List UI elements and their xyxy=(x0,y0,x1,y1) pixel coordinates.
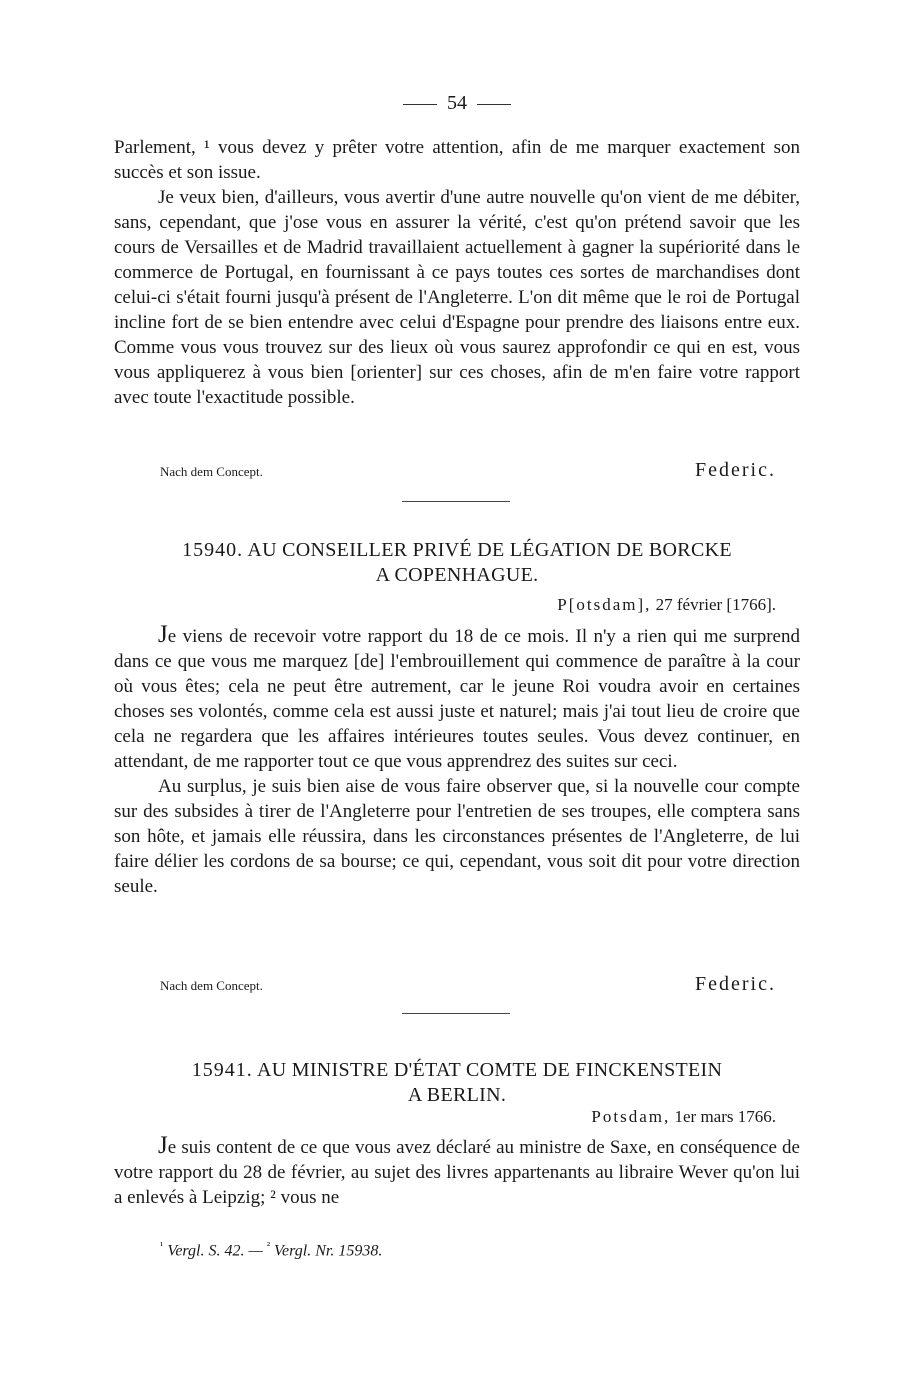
dateline-date: 1er mars 1766. xyxy=(674,1107,776,1126)
signature: Federic. xyxy=(695,973,776,995)
footnote-mark-2: ² xyxy=(266,1240,271,1252)
dateline-place: P[otsdam], xyxy=(557,595,652,614)
folio-dash-right xyxy=(477,104,511,105)
paragraph-body-2: Au surplus, je suis bien aise de vous faire observer que, si la nouvelle cour compte sur des subsides à tirer de l'Angleterre pour l'entretien de ses troupes, elle comptera sans son hôte, et jamais elle réussira, dans les circonstances présentes de l'Angleterre, de lui faire délier les cordons de sa bourse; ce qui, cependant, vous soit dit pour votre direction seule. xyxy=(114,776,800,897)
dateline-15940 xyxy=(557,595,776,615)
letter-body-15940 xyxy=(114,622,800,899)
initial-letter: J xyxy=(158,1132,168,1159)
dateline-15941 xyxy=(591,1107,776,1127)
heading-addressee: AU CONSEILLER PRIVÉ DE LÉGATION DE BORCKE xyxy=(247,539,732,561)
letter-number: 15940. xyxy=(182,539,244,561)
heading-place: A COPENHAGUE. xyxy=(375,564,539,586)
footnote-mark-1: ¹ xyxy=(160,1240,164,1252)
section-divider xyxy=(402,1013,510,1014)
heading-place: A BERLIN. xyxy=(407,1084,507,1106)
paragraph-continued: Parlement, ¹ vous devez y prêter votre attention, afin de me marquer exactement son succès et son issue. xyxy=(114,137,800,183)
letter-heading-15940 xyxy=(114,538,800,588)
paragraph-body-1 xyxy=(114,1133,800,1210)
signature: Federic. xyxy=(695,459,776,481)
folio-dash-left xyxy=(403,104,437,105)
source-note: Nach dem Concept. xyxy=(160,978,263,993)
source-note: Nach dem Concept. xyxy=(160,464,263,479)
letter-heading-15941 xyxy=(114,1058,800,1108)
letter-number: 15941. xyxy=(191,1059,253,1081)
paragraph-text: e suis content de ce que vous avez déclaré au ministre de Saxe, en conséquence de votre rapport du 28 de février, au sujet des livres appartenants au libraire Wever qu'on lui a enlevés à Leipzig; ² vous ne xyxy=(114,1137,800,1208)
footnote-1: Vergl. S. 42. — xyxy=(167,1242,263,1260)
footnotes xyxy=(160,1240,382,1260)
signature-line-2 xyxy=(114,970,800,996)
section-divider xyxy=(402,501,510,502)
heading-addressee: AU MINISTRE D'ÉTAT COMTE DE FINCKENSTEIN xyxy=(256,1059,723,1081)
dateline-date: 27 février [1766]. xyxy=(655,595,776,614)
initial-letter: J xyxy=(158,621,168,648)
folio-text: 54 xyxy=(447,92,467,114)
letter-body-15941 xyxy=(114,1133,800,1210)
page-number xyxy=(114,92,800,115)
footnote-2: Vergl. Nr. 15938. xyxy=(274,1242,383,1260)
signature-line-1 xyxy=(114,456,800,482)
dateline-place: Potsdam, xyxy=(591,1107,671,1126)
paragraph-news: Je veux bien, d'ailleurs, vous avertir d'une autre nouvelle qu'on vient de me débiter, sans, cependant, que j'ose vous en assurer la vérité, c'est qu'on prétend savoir que les cours de Versailles et de Madrid travaillaient actuellement à gagner la supériorité dans le commerce de Portugal, en fournissant à ce pays toutes ces sortes de marchandises dont celui-ci s'était fourni jusqu'à présent de l'Angleterre. L'on dit même que le roi de Portugal incline fort de se bien entendre avec celui d'Espagne pour prendre des liaisons entre eux. Comme vous vous trouvez sur des lieux où vous saurez approfondir ce qui en est, vous vous appliquerez à vous bien [orienter] sur ces choses, afin de m'en faire votre rapport avec toute l'exactitude possible. xyxy=(114,187,800,408)
paragraph-body-1 xyxy=(114,622,800,774)
continued-letter xyxy=(114,135,800,410)
paragraph-text: e viens de recevoir votre rapport du 18 de ce mois. Il n'y a rien qui me surprend dans ce que vous me marquez [de] l'embrouillement qui commence de paraître à la cour où vous êtes; cela ne peut être autrement, car le jeune Roi voudra avoir en certaines choses ses volontés, comme cela est aussi juste et naturel; mais j'ai tout lieu de croire que cela ne regardera que les affaires intérieures toutes seules. Vous devez continuer, en attendant, de me rapporter tout ce que vous apprendrez des suites sur ceci. xyxy=(114,626,800,772)
